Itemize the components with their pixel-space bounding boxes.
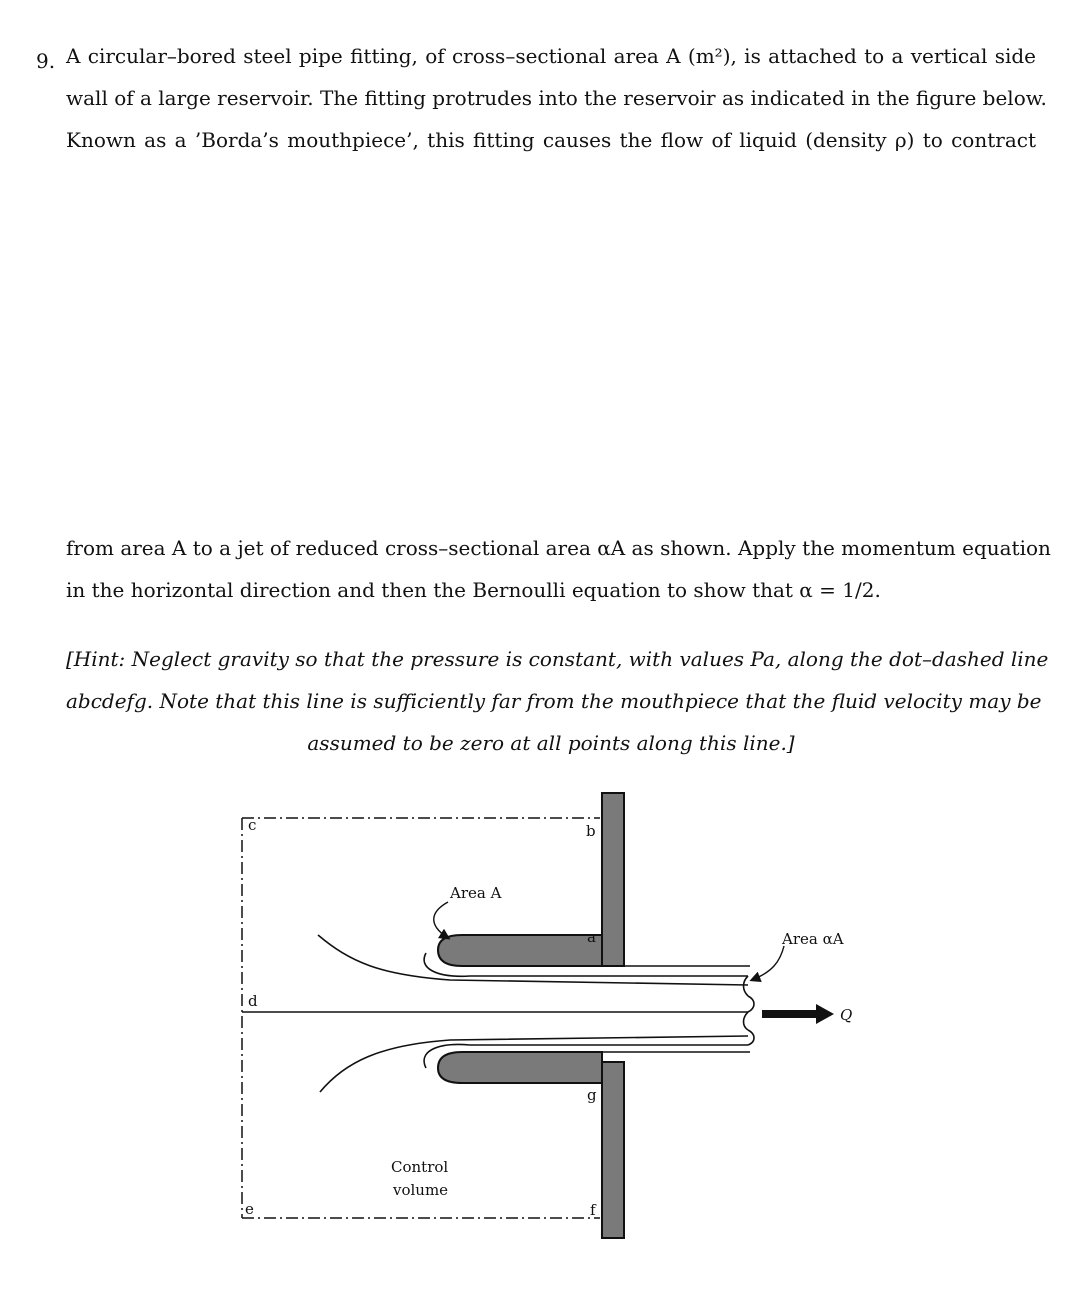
- mouthpiece-fitting: [438, 935, 602, 1083]
- point-e-label: e: [245, 1200, 254, 1218]
- question-number: 9.: [36, 49, 56, 73]
- hint-line: [Hint: Neglect gravity so that the pressure is constant, with values Pa, along the dot–dashed line: [66, 647, 1049, 671]
- reservoir-wall: [602, 793, 624, 1238]
- pipe-bore: [602, 966, 750, 1052]
- control-volume-label: volume: [393, 1181, 449, 1199]
- intro-line: A circular–bored steel pipe fitting, of cross–sectional area A (m²), is attached to a vertical side: [66, 44, 1036, 68]
- point-g-label: g: [587, 1086, 597, 1104]
- continuation-line: in the horizontal direction and then the Bernoulli equation to show that α = 1/2.: [66, 578, 881, 602]
- area-jet-label: Area αA: [782, 930, 844, 948]
- intro-line: Known as a ’Borda’s mouthpiece’, this fitting causes the flow of liquid (density ρ) to contract: [66, 128, 1036, 152]
- area-inlet-label: Area A: [450, 884, 502, 902]
- point-f-label: f: [590, 1201, 596, 1219]
- intro-line: wall of a large reservoir. The fitting protrudes into the reservoir as indicated in the figure below.: [66, 86, 1047, 110]
- point-a-label: a: [587, 928, 596, 946]
- continuation-line: from area A to a jet of reduced cross–sectional area αA as shown. Apply the momentum equation: [66, 536, 1051, 560]
- control-volume-label: Control: [391, 1158, 449, 1176]
- hint-line: assumed to be zero at all points along this line.]: [307, 731, 795, 755]
- flow-rate-label: Q: [840, 1006, 853, 1024]
- hint-line: abcdefg. Note that this line is sufficiently far from the mouthpiece that the fluid velocity may be: [66, 689, 1042, 713]
- point-b-label: b: [586, 822, 596, 840]
- point-d-label: d: [248, 992, 258, 1010]
- point-c-label: c: [248, 816, 257, 834]
- flow-arrow: [762, 1004, 834, 1024]
